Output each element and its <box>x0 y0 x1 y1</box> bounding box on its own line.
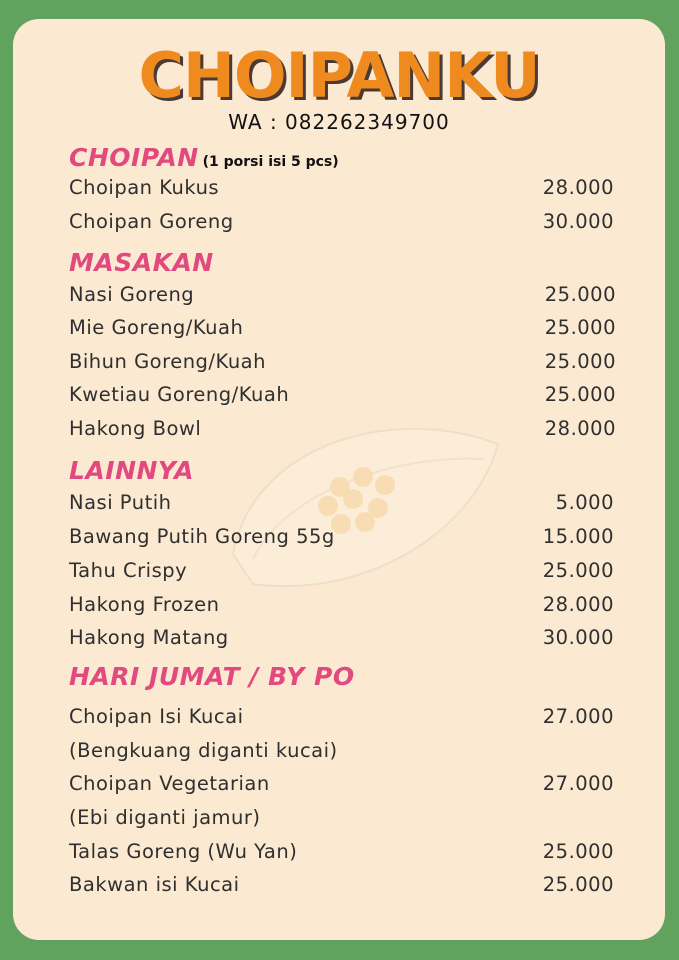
section-note: (1 porsi isi 5 pcs) <box>202 154 339 170</box>
menu-item-name: Talas Goreng (Wu Yan) <box>69 840 298 863</box>
menu-item-price: 5.000 <box>555 491 614 514</box>
menu-item-price: 28.000 <box>544 417 616 440</box>
menu-item-name: Nasi Goreng <box>69 283 195 306</box>
menu-item-price: 30.000 <box>542 210 614 233</box>
menu-item-name: Bihun Goreng/Kuah <box>69 350 266 373</box>
section-heading-hari-jumat: HARI JUMAT / BY PO <box>69 662 355 691</box>
dumpling-watermark-icon <box>213 384 513 604</box>
menu-item-price: 25.000 <box>542 873 614 896</box>
brand-title: CHOIPANKU <box>138 39 540 112</box>
menu-item-name: Bakwan isi Kucai <box>69 873 240 896</box>
menu-item-price: 25.000 <box>544 316 616 339</box>
menu-item-price: 25.000 <box>544 383 616 406</box>
contact-whatsapp: WA : 082262349700 <box>228 110 450 134</box>
menu-item-price: 27.000 <box>542 772 614 795</box>
menu-item-price: 28.000 <box>542 593 614 616</box>
menu-item-price: 27.000 <box>542 705 614 728</box>
menu-item-name: Hakong Bowl <box>69 417 202 440</box>
menu-item-name: Bawang Putih Goreng 55g <box>69 525 335 548</box>
menu-item-name: Choipan Vegetarian <box>69 772 270 795</box>
menu-item-price: 25.000 <box>544 283 616 306</box>
menu-item-price: 15.000 <box>542 525 614 548</box>
menu-item-price: 25.000 <box>542 840 614 863</box>
menu-item-name: Mie Goreng/Kuah <box>69 316 244 339</box>
section-heading-masakan: MASAKAN <box>69 248 214 277</box>
menu-item-price: 30.000 <box>542 626 614 649</box>
menu-item-price: 28.000 <box>542 176 614 199</box>
menu-item-name: Nasi Putih <box>69 491 172 514</box>
menu-item-price: 25.000 <box>544 350 616 373</box>
menu-item-name: Hakong Matang <box>69 626 229 649</box>
menu-item-name: Choipan Goreng <box>69 210 234 233</box>
menu-item-name: Kwetiau Goreng/Kuah <box>69 383 290 406</box>
menu-item-price: 25.000 <box>542 559 614 582</box>
section-title: CHOIPAN <box>69 143 199 172</box>
menu-item-name: Hakong Frozen <box>69 593 220 616</box>
menu-card <box>13 19 665 940</box>
menu-item-note: (Bengkuang diganti kucai) <box>69 739 338 762</box>
menu-item-name: Choipan Isi Kucai <box>69 705 244 728</box>
menu-item-name: Choipan Kukus <box>69 176 220 199</box>
section-heading-lainnya: LAINNYA <box>69 456 194 485</box>
section-heading-choipan <box>69 143 339 177</box>
menu-item-note: (Ebi diganti jamur) <box>69 806 261 829</box>
menu-item-name: Tahu Crispy <box>69 559 188 582</box>
